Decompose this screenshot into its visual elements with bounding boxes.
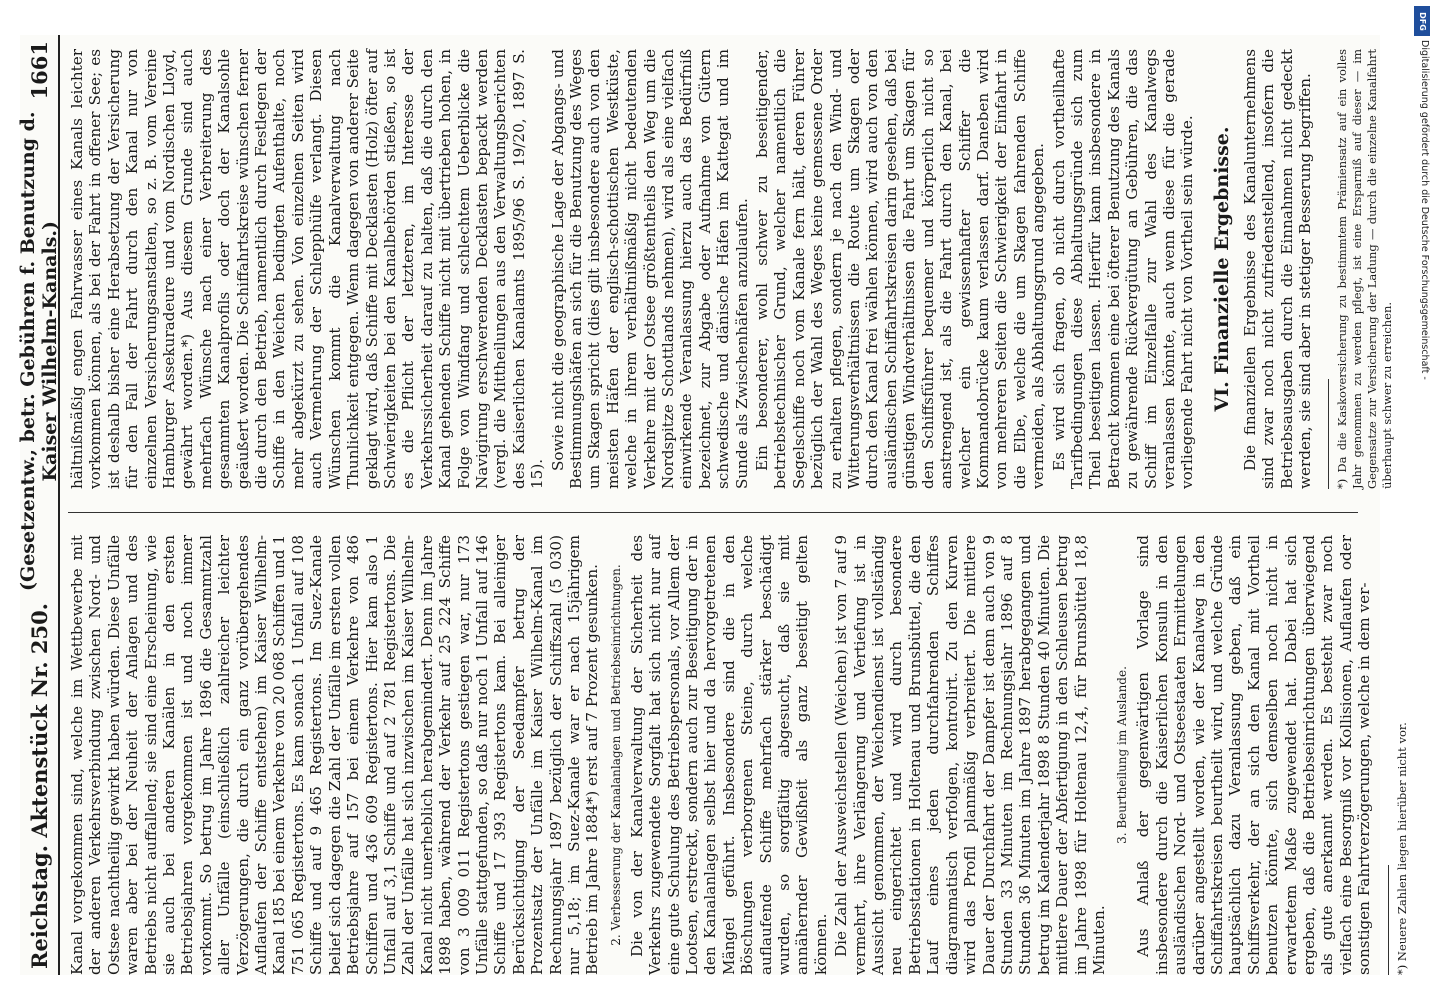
page-header (17, 35, 61, 975)
paragraph: Kanal vorgekommen sind, welche im Wettbewerbe mit der anderen Verkehrsverbindung zwischen Nord- und Ostsee nachtheilig gewirkt haben würden. Diese Unfälle waren aber bei der Neuheit der Anlagen und des Betriebs nicht auffallend; sie sind eine Erscheinung, wie sie auch bei anderen Kanälen in den ersten Betriebsjahren vorgekommen ist und noch immer vorkommt. So betrug im Jahre 1896 die Gesammtzahl aller Unfälle (einschließlich zahlreicher leichter Verzögerungen, die durch ein ganz vorübergehendes Auflaufen der Schiffe entstehen) im Kaiser Wilhelm-Kanal 185 bei einem Verkehre von 20 068 Schiffen und 1 751 065 Registertons. Es kam sonach 1 Unfall auf 108 Schiffe und auf 9 465 Registertons. Im Suez-Kanale belief sich dagegen die Zahl der Unfälle im ersten vollen Betriebsjahre auf 157 bei einem Verkehre von 486 Schiffen und 436 609 Registertons. Hier kam also 1 Unfall auf 3,1 Schiffe und auf 2 781 Registertons. Die Zahl der Unfälle hat sich inzwischen im Kaiser Wilhelm-Kanal nicht unerheblich herabgemindert. Denn im Jahre 1898 haben, während der Verkehr auf 25 224 Schiffe von 3 009 011 Registertons gestiegen war, nur 173 Unfälle stattgefunden, so daß nur noch 1 Unfall auf 146 Schiffe und 17 393 Registertons kam. Bei alleiniger Berücksichtigung der Seedampfer betrug der Prozentsatz der Unfälle im Kaiser Wilhelm-Kanal im Rechnungsjahr 1897 bezüglich der Schiffszahl (5 030) nur 5,18; im Suez-Kanale war er nach 15jährigem Betrieb im Jahre 1884*) erst auf 7 Prozent gesunken. (68, 535, 602, 975)
footnote-rule (1388, 865, 1389, 975)
column-divider (68, 512, 1358, 513)
footnote-rule (1328, 379, 1329, 489)
digitization-credit (1416, 40, 1430, 940)
paragraph: Die von der Kanalverwaltung der Sicherheit des Verkehrs zugewendete Sorgfalt hat sich nicht nur auf eine gute Schulung des Betriebspersonals, vor Allem der Lootsen, erstreckt, sondern auch zur Beseitigung der in den Kanalanlagen selbst hier und da hervorgetretenen Mängel geführt. Insbesondere sind die in den Böschungen verborgenen Steine, durch welche auflaufende Schiffe mehrfach stärker beschädigt wurden, so sorgfältig abgesucht, daß sie mit annähernder Gewißheit als ganz beseitigt gelten können. (627, 535, 830, 975)
section-title: VI. Finanzielle Ergebnisse. (1210, 126, 1233, 412)
paragraph: Aus Anlaß der gegenwärtigen Vorlage sind insbesondere durch die Kaiserlichen Konsuln in den ausländischen Nord- und Ostseestaaten Ermittelungen darüber angestellt worden, wie der Kanalweg in den Schiffahrtskreisen beurtheilt wird, und welche Gründe hauptsächlich dazu Veranlassung geben, daß ein Schiffsverkehr, der an sich den Kanal mit Vortheil benutzen könnte, sich demselben noch nicht in erwartetem Maße zugewendet hat. Dabei hat sich ergeben, daß die Betriebseinrichtungen überwiegend als gute anerkannt werden. Es besteht zwar noch vielfach eine Besorgniß vor Kollisionen, Auflaufen oder sonstigen Fahrtverzögerungen, welche in dem ver- (1134, 535, 1374, 975)
paragraph: Die Zahl der Ausweichstellen (Weichen) ist von 7 auf 9 vermehrt, ihre Verlängerung und Vertiefung ist in Aussicht genommen, der Weichendienst ist vollständig neu eingerichtet und wird durch besondere Betriebsstationen in Holtenau und Brunsbüttel, die den Lauf eines jeden durchfahrenden Schiffes diagrammatisch verfolgen, kontrolirt. Zu den Kurven wird das Profil planmäßig verbreitert. Die mittlere Dauer der Durchfahrt der Dampfer ist denn auch von 9 Stunden 33 Minuten im Rechnungsjahr 1896 auf 8 Stunden 36 Minuten im Jahre 1897 herabgegangen und betrug im Kalenderjahr 1898 8 Stunden 40 Minuten. Die mittlere Dauer der Abfertigung in den Schleusen betrug im Jahre 1898 für Holtenau 12,4, für Brunsbüttel 18,8 Minuten. (832, 535, 1108, 975)
page-number: 1661 (26, 41, 52, 100)
subheading: 3. Beurtheilung im Auslande. (1115, 666, 1130, 844)
header-title: (Gesetzentw., betr. Gebühren f. Benutzung d. Kaiser Wilhelm-Kanals.) (17, 111, 61, 591)
paragraph: Es wird sich fragen, ob nicht durch vortheilhafte Tarifbedingungen diese Abhaltungsgründe sich zum Theil beseitigen lassen. Hierfür kann insbesondere in Betracht kommen eine bei öfterer Benutzung des Kanals zu gewährende Rückvergütung an Gebühren, die das Schiff im Einzelfalle zur Wahl des Kanalwegs veranlassen könnte, auch wenn diese für die gerade vorliegende Fahrt nicht von Vortheil sein würde. (1049, 49, 1197, 489)
paragraph: hältnißmäßig engen Fahrwasser eines Kanals leichter vorkommen können, als bei der Fahrt in offener See; es ist deshalb bisher eine Herabsetzung der Versicherung für den Fall der Fahrt durch den Kanal nur von einzelnen Versicherungsanstalten, so z. B. vom Vereine Hamburger Assekuradeure und vom Nordischen Lloyd, gewährt worden.*) Aus diesem Grunde sind auch mehrfach Wünsche nach einer Verbreiterung des gesammten Kanalprofils oder doch der Kanalsohle geäußert worden. Die Schiffahrtskreise wünschen ferner die durch den Betrieb, namentlich durch Festlegen der Schiffe in den Weichen bedingten Aufenthalte, noch mehr abgekürzt zu sehen. Von einzelnen Seiten wird auch Vermehrung der Schlepphülfe verlangt. Diesen Wünschen kommt die Kanalverwaltung nach Thunlichkeit entgegen. Wenn dagegen von anderer Seite geklagt wird, daß Schiffe mit Decklasten (Holz) öfter auf Schwierigkeiten bei den Kanalbehörden stießen, so ist es die Pflicht der letzteren, im Interesse der Verkehrssicherheit darauf zu halten, daß die durch den Kanal gehenden Schiffe nicht mit übertrieben hohen, in Folge von Windfang und schlechtem Ueberblicke die Navigirung erschwerenden Decklasten bepackt werden (vergl. die Mittheilungen aus den Verwaltungsberichten des Kaiserlichen Kanalamts 1895/96 S. 19/20, 1897 S. 15). (68, 49, 547, 489)
credit-text: Digitalisierung gefördert durch die Deutsche Forschungsgemeinschaft - (1419, 40, 1430, 380)
footnote: *) Neuere Zahlen liegen hierüber nicht vor. (1394, 722, 1409, 975)
paragraph: Die finanziellen Ergebnisse des Kanalunternehmens sind zwar noch nicht zufriedenstellend, insofern die Betriebsausgaben durch die Einnahmen nicht gedeckt werden, sie sind aber in stetiger Besserung begriffen. (1240, 49, 1314, 489)
subheading: 2. Verbesserung der Kanalanlagen und Betriebseinrichtungen. (608, 564, 623, 946)
header-left: Reichstag. Aktenstück Nr. 250. (26, 603, 52, 969)
rotated-page (17, 35, 1409, 975)
left-column (68, 529, 1409, 975)
paragraph: Ein besonderer, wohl schwer zu beseitigender, betriebstechnischer Grund, welcher namentlich die Segelschiffe noch vom Kanale fern hält, deren Führer bezüglich der Wahl des Weges keine gemessene Order zu erhalten pflegen, sondern je nach den Wind- und Witterungsverhältnissen die Route um Skagen oder durch den Kanal frei wählen können, wird auch von den ausländischen Schiffahrtskreisen darin gesehen, daß bei günstigen Windverhältnissen die Fahrt um Skagen für den Schiffsführer bequemer und körperlich nicht so anstrengend ist, als die Fahrt durch den Kanal, bei welcher ein gewissenhafter Schiffer die Kommandobrücke kaum verlassen darf. Daneben wird von mehreren Seiten die Schwierigkeit der Einfahrt in die Elbe, welche die um Skagen fahrenden Schiffe vermeiden, als Abhaltungsgrund angegeben. (753, 49, 1048, 489)
paragraph: Sowie nicht die geographische Lage der Abgangs- und Bestimmungshäfen an sich für die Benutzung des Weges um Skagen spricht (dies gilt insbesondere auch von den meisten Häfen der englisch-schottischen Westküste, welche in ihrem verhältnißmäßig nicht bedeutenden Verkehre mit der Ostsee größtentheils den Weg um die Nordspitze Schottlands nehmen), wird als eine vielfach einwirkende Veranlassung hierzu auch das Bedürfniß bezeichnet, zur Abgabe oder Aufnahme von Gütern schwedische und dänische Häfen im Kattegat und im Sunde als Zwischenhäfen anzulaufen. (548, 49, 751, 489)
footnote: *) Da die Kaskoversicherung zu bestimmtem Prämiensatz auf ein volles Jahr genommen zu werden pflegt, ist eine Ersparniß auf dieser — im Gegensatze zur Versicherung der Ladung — durch die einzelne Kanalfahrt überhaupt schwer zu erreichen. (1335, 49, 1395, 489)
dfg-logo (1414, 6, 1430, 36)
right-column (68, 49, 1395, 495)
dfg-logo-text: DFG (1417, 11, 1427, 31)
